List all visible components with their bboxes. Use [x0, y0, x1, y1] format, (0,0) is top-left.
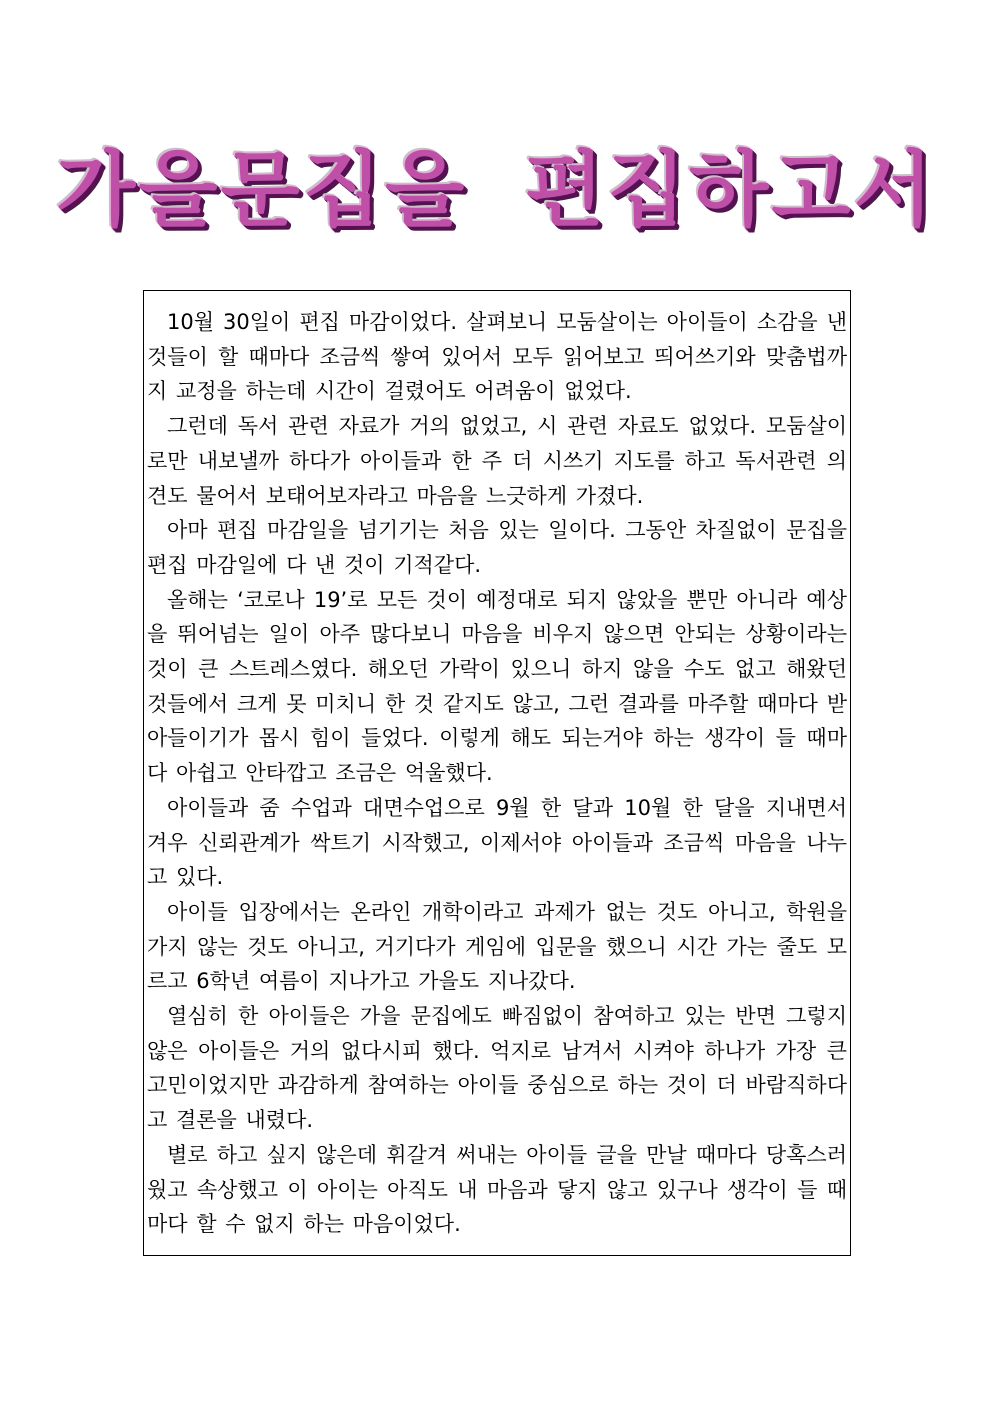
paragraph: 아이들과 줌 수업과 대면수업으로 9월 한 달과 10월 한 달을 지내면서 겨우 신뢰관계가 싹트기 시작했고, 이제서야 아이들과 조금씩 마음을 나누고 있다.: [147, 795, 847, 890]
paragraph: 별로 하고 싶지 않은데 휘갈겨 써내는 아이들 글을 만날 때마다 당혹스러웠고 속상했고 이 아이는 아직도 내 마음과 닿지 않고 있구나 생각이 들 때마다 할 수 없지 하는 마음이었다.: [147, 1142, 847, 1237]
paragraph: 아이들 입장에서는 온라인 개학이라고 과제가 없는 것도 아니고, 학원을 가지 않는 것도 아니고, 거기다가 게임에 입문을 했으니 시간 가는 줄도 모르고 6학년 여름이 지나가고 가을도 지나갔다.: [147, 899, 847, 994]
page-title: 가을문집을 편집하고서: [56, 143, 936, 238]
essay-body: [147, 305, 847, 1242]
paragraph: 그런데 독서 관련 자료가 거의 없었고, 시 관련 자료도 없었다. 모둠살이로만 내보낼까 하다가 아이들과 한 주 더 시쓰기 지도를 하고 독서관련 의견도 물어서 보태어보자라고 마음을 느긋하게 가졌다.: [147, 414, 847, 508]
paragraph: 10월 30일이 편집 마감이었다. 살펴보니 모둠살이는 아이들이 소감을 낸 것들이 할 때마다 조금씩 쌓여 있어서 모두 읽어보고 띄어쓰기와 맞춤법까지 교정을 하는데 시간이 걸렸어도 어려움이 없었다.: [147, 310, 847, 404]
paragraph: 아마 편집 마감일을 넘기기는 처음 있는 일이다. 그동안 차질없이 문집을 편집 마감일에 다 낸 것이 기적같다.: [147, 518, 847, 577]
text-box: [143, 290, 851, 1256]
paragraph: 열심히 한 아이들은 가을 문집에도 빠짐없이 참여하고 있는 반면 그렇지 않은 아이들은 거의 없다시피 했다. 억지로 남겨서 시켜야 하나가 가장 큰 고민이었지만 과감하게 참여하는 아이들 중심으로 하는 것이 더 바람직하다고 결론을 내렸다.: [147, 1004, 847, 1133]
paragraph: 올해는 ‘코로나 19’로 모든 것이 예정대로 되지 않았을 뿐만 아니라 예상을 뛰어넘는 일이 아주 많다보니 마음을 비우지 않으면 안되는 상황이라는 것이 큰 스트레스였다. 해오던 가락이 있으니 하지 않을 수도 없고 해왔던 것들에서 크게 못 미치니 한 것 같지도 않고, 그런 결과를 마주할 때마다 받아들이기가 몹시 힘이 들었다. 이렇게 해도 되는거야 하는 생각이 들 때마다 아쉽고 안타깝고 조금은 억울했다.: [147, 587, 847, 786]
